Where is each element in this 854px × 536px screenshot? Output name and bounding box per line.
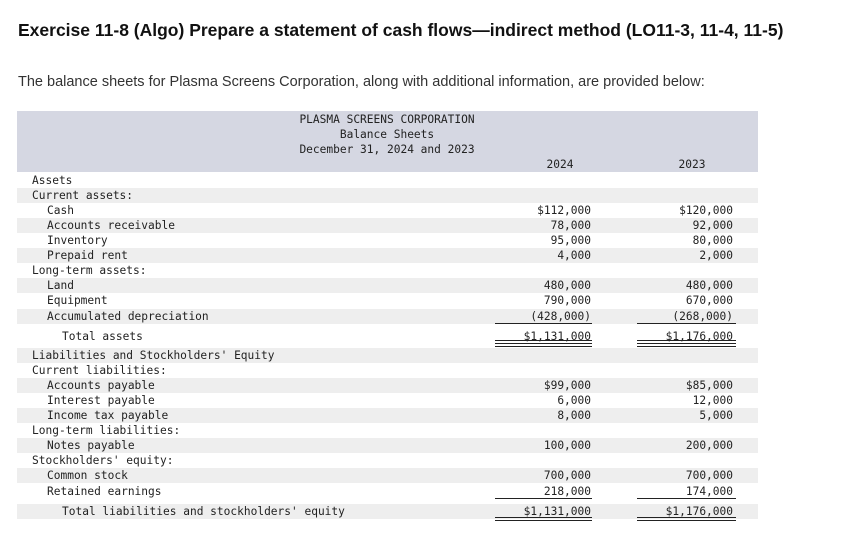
row-label: Retained earnings [47,485,162,498]
year-2024-header: 2024 [546,158,574,171]
row-label: Total assets [62,330,143,343]
double-underline-rule [637,517,736,521]
row-value-2023: 2,000 [699,249,733,262]
row-label: Land [47,279,74,292]
row-value-2024: 480,000 [543,279,591,292]
row-label: Interest payable [47,394,155,407]
row-value-2023: 700,000 [685,469,733,482]
row-label: Accounts payable [47,379,155,392]
row-value-2024: 218,000 [543,485,591,498]
row-label: Common stock [47,469,128,482]
row-value-2023: $1,176,000 [665,505,733,518]
row-value-2024: $99,000 [543,379,591,392]
balance-sheet-table [17,111,758,523]
row-label: Prepaid rent [47,249,128,262]
underline-rule [495,323,592,324]
row-value-2024: 78,000 [550,219,591,232]
row-label: Equipment [47,294,108,307]
row-label: Notes payable [47,439,135,452]
double-underline-rule [495,517,592,521]
row-value-2024: 95,000 [550,234,591,247]
statement-name: Balance Sheets [339,128,435,141]
row-value-2023: 670,000 [685,294,733,307]
row-value-2023: $1,176,000 [665,330,733,343]
row-value-2023: $120,000 [679,204,733,217]
row-label: Total liabilities and stockholders' equity [62,505,345,518]
row-value-2023: 12,000 [692,394,733,407]
underline-rule [637,498,736,499]
row-value-2024: 100,000 [543,439,591,452]
intro-text: The balance sheets for Plasma Screens Corporation, along with additional information, are provided below: [18,74,705,90]
row-label: Assets [32,174,73,187]
row-value-2023: (268,000) [672,310,733,323]
row-label: Current liabilities: [32,364,167,377]
row-label: Accounts receivable [47,219,175,232]
row-label: Cash [47,204,74,217]
underline-rule [637,323,736,324]
row-label: Current assets: [32,189,134,202]
row-label: Accumulated depreciation [47,310,209,323]
row-label: Long-term assets: [32,264,147,277]
row-label: Long-term liabilities: [32,424,181,437]
statement-date: December 31, 2024 and 2023 [299,143,475,156]
row-value-2024: $1,131,000 [523,330,591,343]
row-value-2023: 92,000 [692,219,733,232]
row-value-2024: $1,131,000 [523,505,591,518]
row-value-2023: $85,000 [685,379,733,392]
row-value-2024: $112,000 [537,204,591,217]
row-value-2024: 4,000 [557,249,591,262]
row-label: Stockholders' equity: [32,454,174,467]
row-value-2024: 790,000 [543,294,591,307]
row-label: Inventory [47,234,108,247]
row-label: Liabilities and Stockholders' Equity [32,349,275,362]
row-label: Income tax payable [47,409,169,422]
underline-rule [495,340,592,341]
double-underline-rule [495,343,592,347]
year-2023-header: 2023 [678,158,706,171]
row-value-2023: 200,000 [685,439,733,452]
underline-rule [637,340,736,341]
row-value-2023: 174,000 [685,485,733,498]
row-value-2024: 700,000 [543,469,591,482]
row-value-2024: 8,000 [557,409,591,422]
row-value-2023: 480,000 [685,279,733,292]
row-value-2024: 6,000 [557,394,591,407]
double-underline-rule [637,343,736,347]
row-value-2023: 5,000 [699,409,733,422]
row-value-2023: 80,000 [692,234,733,247]
company-name: PLASMA SCREENS CORPORATION [299,113,475,126]
row-value-2024: (428,000) [530,310,591,323]
exercise-title: Exercise 11-8 (Algo) Prepare a statement of cash flows—indirect method (LO11-3, 11-4, 11-5) [18,20,784,40]
underline-rule [495,498,592,499]
